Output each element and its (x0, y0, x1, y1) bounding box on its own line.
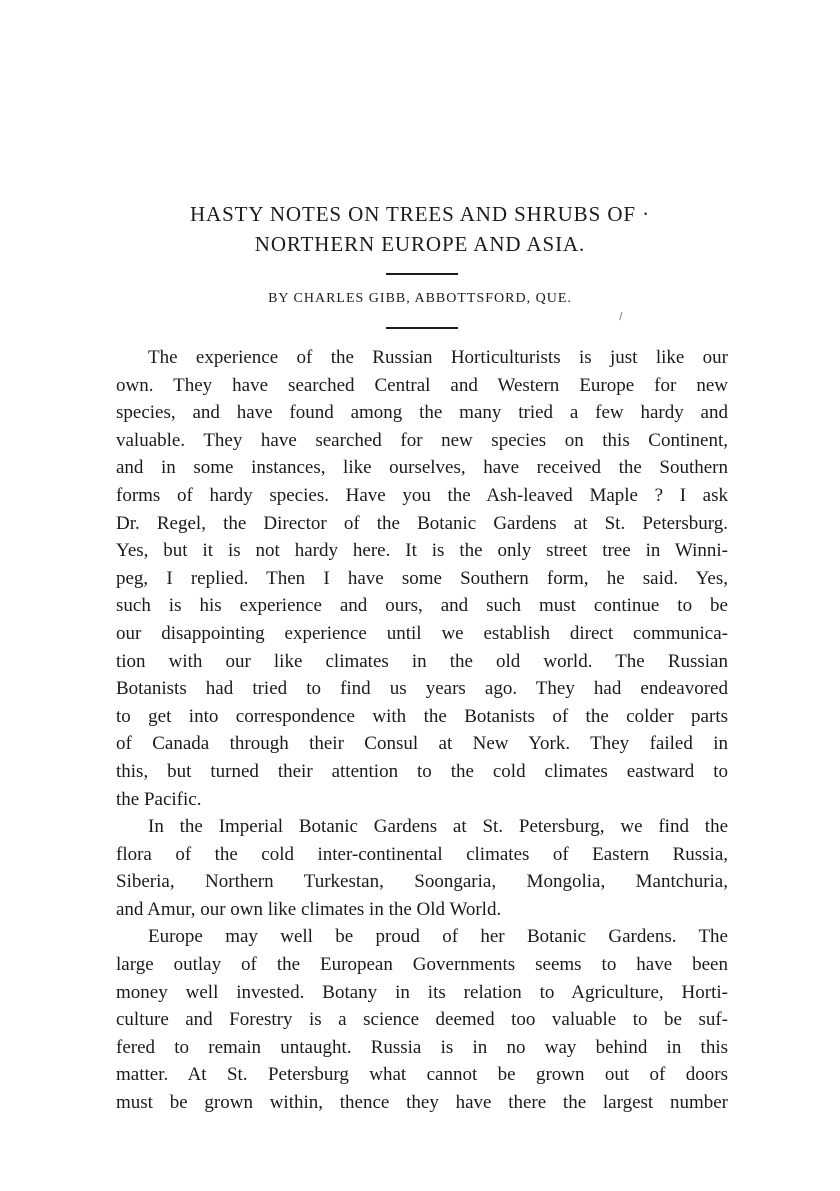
text-line: Dr. Regel, the Director of the Botanic Gardens at St. Petersburg. (116, 512, 728, 534)
text-line: this, but turned their attention to the cold climates eastward to (116, 760, 728, 782)
byline-rule (386, 327, 458, 329)
text-line: of Canada through their Consul at New York. They failed in (116, 733, 728, 755)
text-line: In the Imperial Botanic Gardens at St. Petersburg, we find the (148, 816, 728, 838)
text-line: flora of the cold inter-continental climates of Eastern Russia, (116, 843, 728, 865)
text-line: species, and have found among the many tried a few hardy and (116, 402, 728, 424)
text-line: Europe may well be proud of her Botanic Gardens. The (148, 926, 728, 948)
text-line: Siberia, Northern Turkestan, Soongaria, Mongolia, Mantchuria, (116, 871, 728, 893)
text-line: money well invested. Botany in its relation to Agriculture, Horti- (116, 981, 728, 1003)
text-line: culture and Forestry is a science deemed too valuable to be suf- (116, 1009, 728, 1031)
text-line: large outlay of the European Governments seems to have been (116, 954, 728, 976)
text-line: and in some instances, like ourselves, have received the Southern (116, 457, 728, 479)
title-line-2: NORTHERN EUROPE AND ASIA. (254, 232, 586, 256)
text-line: Yes, but it is not hardy here. It is the only street tree in Winni- (116, 540, 728, 562)
text-line: tion with our like climates in the old world. The Russian (116, 650, 728, 672)
text-line: matter. At St. Petersburg what cannot be grown out of doors (116, 1064, 728, 1086)
text-line: valuable. They have searched for new species on this Continent, (116, 429, 728, 451)
article-body (116, 344, 728, 1117)
text-line: to get into correspondence with the Botanists of the colder parts (116, 705, 728, 727)
text-line: our disappointing experience until we establish direct communica- (116, 622, 728, 644)
text-line: such is his experience and ours, and such must continue to be (116, 595, 728, 617)
stray-mark: \ (615, 309, 627, 323)
text-line: Botanists had tried to find us years ago. They had endeavored (116, 678, 728, 700)
text-line: fered to remain untaught. Russia is in no way behind in this (116, 1036, 728, 1058)
text-line: and Amur, our own like climates in the Old World. (116, 898, 502, 920)
text-line: forms of hardy species. Have you the Ash-leaved Maple ? I ask (116, 484, 728, 506)
title-rule (386, 273, 458, 275)
text-line: the Pacific. (116, 788, 202, 810)
byline: BY CHARLES GIBB, ABBOTTSFORD, QUE. (268, 291, 572, 306)
title-line-1: HASTY NOTES ON TREES AND SHRUBS OF · (189, 202, 651, 226)
text-line: peg, I replied. Then I have some Southern form, he said. Yes, (116, 567, 728, 589)
text-line: must be grown within, thence they have there the largest number (116, 1092, 728, 1114)
text-line: The experience of the Russian Horticulturists is just like our (148, 347, 728, 368)
text-line: own. They have searched Central and Western Europe for new (116, 374, 728, 396)
